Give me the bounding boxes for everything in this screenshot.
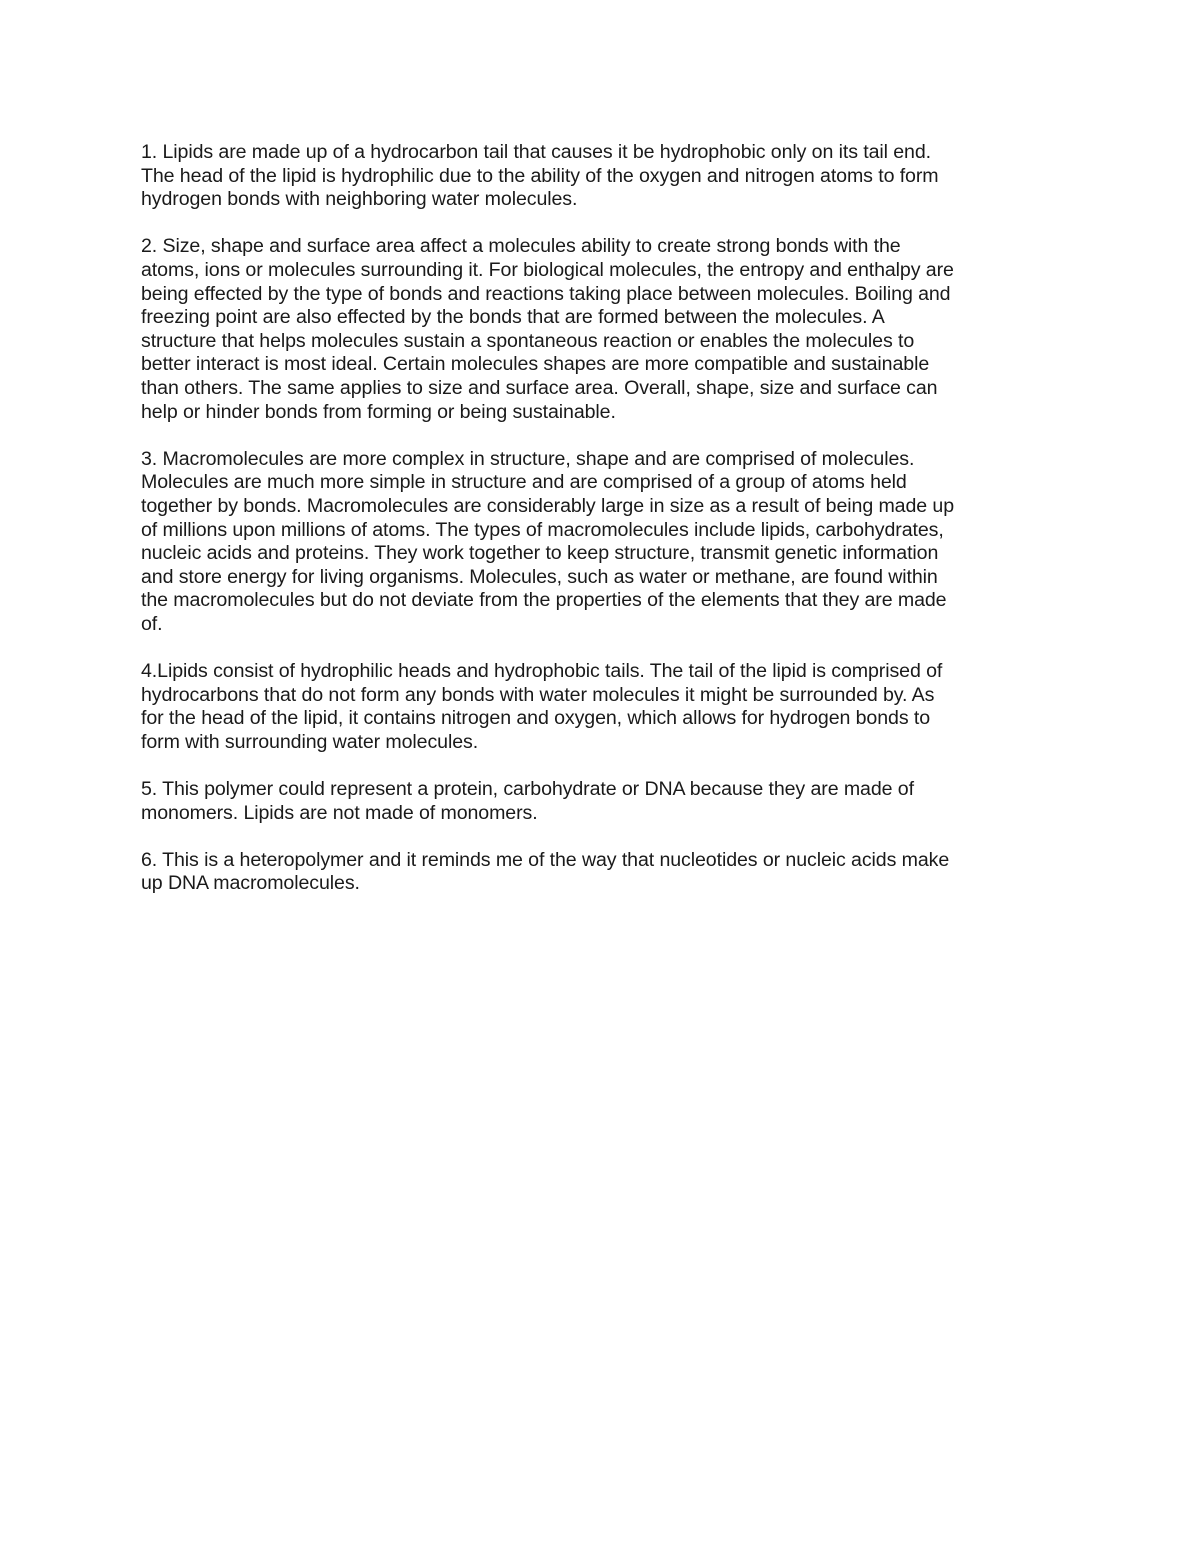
answer-paragraph-4: 4.Lipids consist of hydrophilic heads and hydrophobic tails. The tail of the lipid is comprised of hydrocarbons that do not form any bonds with water molecules it might be surrounded by. As for the head of the lipid, it contains nitrogen and oxygen, which allows for hydrogen bonds to form with surrounding water molecules. bbox=[141, 660, 943, 753]
answer-paragraph-5: 5. This polymer could represent a protein, carbohydrate or DNA because they are made of monomers. Lipids are not made of monomers. bbox=[141, 778, 914, 824]
answer-paragraph-6: 6. This is a heteropolymer and it reminds me of the way that nucleotides or nucleic acids make up DNA macromolecules. bbox=[141, 848, 950, 895]
answer-paragraph-3: 3. Macromolecules are more complex in structure, shape and are comprised of molecules. Molecules are much more simple in structure and are comprised of a group of atoms held together by bonds. Macromolecules are considerably large in size as a result of being made up of millions upon millions of atoms. The types of macromolecules include lipids, carbohydrates, nucleic acids and proteins. They work together to keep structure, transmit genetic information and store energy for living organisms. Molecules, such as water or methane, are found within the macromolecules but do not deviate from the properties of the elements that they are made of. bbox=[141, 447, 955, 635]
answer-paragraph-1: 1. Lipids are made up of a hydrocarbon tail that causes it be hydrophobic only on its tail end. The head of the lipid is hydrophilic due to the ability of the oxygen and nitrogen atoms to form hydrogen bonds with neighboring water molecules. bbox=[141, 141, 939, 211]
document-body bbox=[141, 141, 1066, 920]
answer-paragraph-2: 2. Size, shape and surface area affect a molecules ability to create strong bonds with the atoms, ions or molecules surrounding it. For biological molecules, the entropy and enthalpy are being effected by the type of bonds and reactions taking place between molecules. Boiling and freezing point are also effected by the bonds that are formed between the molecules. A structure that helps molecules sustain a spontaneous reaction or enables the molecules to better interact is most ideal. Certain molecules shapes are more compatible and sustainable than others. The same applies to size and surface area. Overall, shape, size and surface can help or hinder bonds from forming or being sustainable. bbox=[141, 235, 954, 423]
